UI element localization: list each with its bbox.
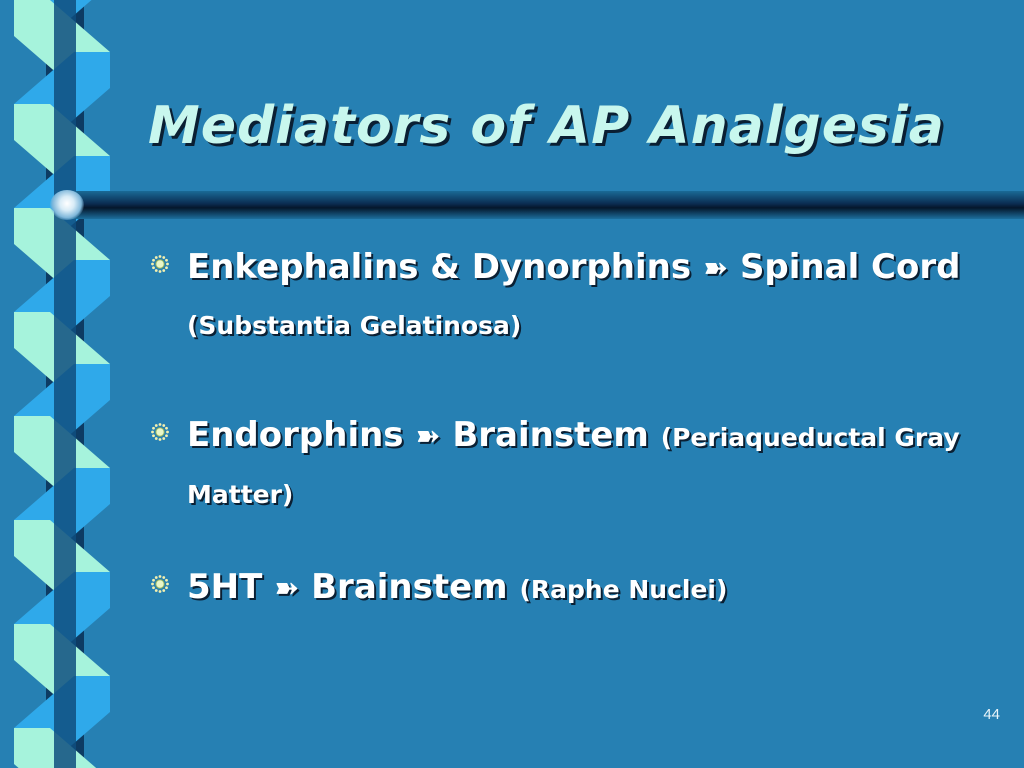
sun-burst-icon — [150, 422, 170, 442]
feathered-arrow-icon: ➽ — [415, 419, 441, 454]
feathered-arrow-icon: ➽ — [702, 251, 729, 286]
bullet-text — [187, 240, 987, 353]
decorative-ribbon — [0, 0, 120, 768]
sun-burst-icon — [150, 574, 170, 594]
slide-title: Mediators of AP Analgesia — [148, 96, 945, 156]
bullet-detail: (Periaqueductal Gray Matter) — [187, 423, 960, 509]
feathered-arrow-icon: ➽ — [274, 571, 300, 606]
divider-knob — [50, 190, 84, 220]
bullet-target: Spinal Cord — [739, 247, 961, 287]
sun-burst-icon — [150, 254, 170, 274]
bullet-main: Enkephalins & Dynorphins — [187, 247, 692, 287]
title-divider-bar — [68, 191, 1024, 219]
page-number: 44 — [983, 706, 1000, 723]
bullet-main: Endorphins — [187, 415, 404, 455]
bullet-main: 5HT — [187, 567, 263, 607]
bullet-detail: (Raphe Nuclei) — [519, 575, 728, 604]
bullet-text — [187, 560, 987, 617]
bullet-detail: (Substantia Gelatinosa) — [187, 311, 522, 340]
bullet-text — [187, 408, 987, 522]
bullet-target: Brainstem — [311, 567, 508, 607]
bullet-target: Brainstem — [452, 415, 649, 455]
